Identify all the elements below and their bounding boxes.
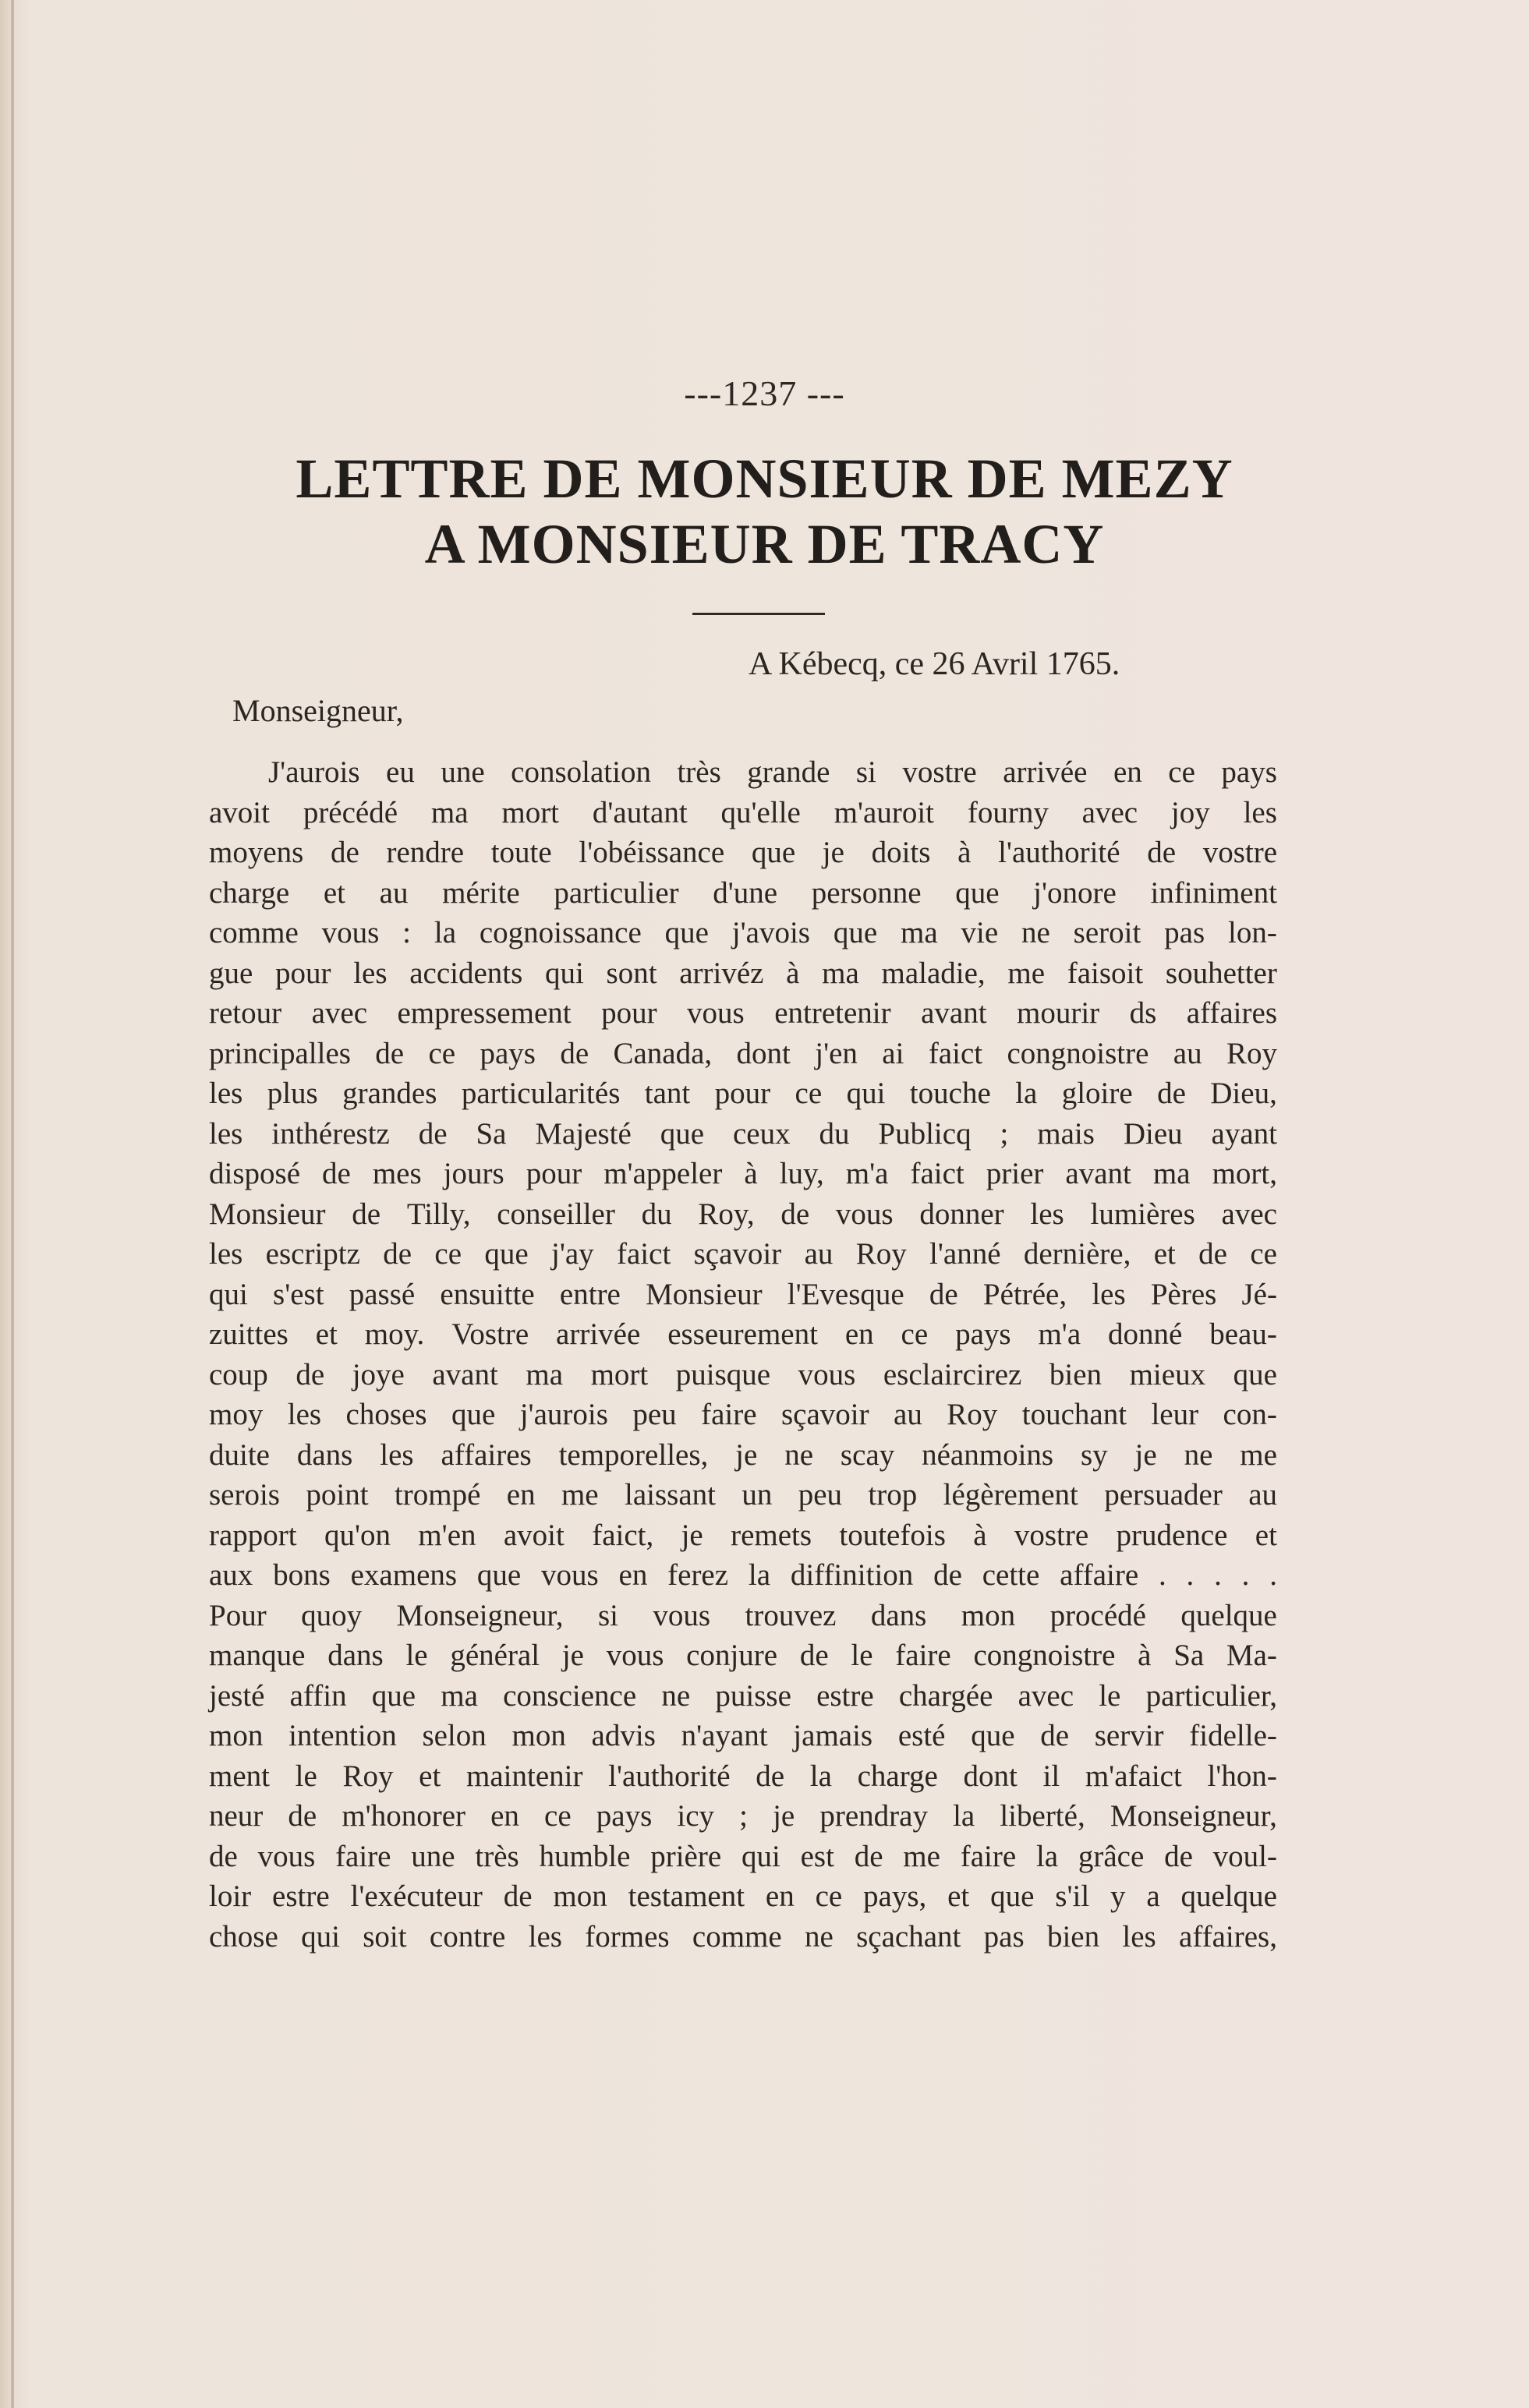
body-line: neur de m'honorer en ce pays icy ; je prendray la liberté, Monseigneur, xyxy=(209,1799,1277,1833)
body-line: manque dans le général je vous conjure de le faire congnoistre à Sa Ma- xyxy=(209,1639,1277,1672)
body-line: moy les choses que j'aurois peu faire sçavoir au Roy touchant leur con- xyxy=(209,1398,1277,1431)
body-line: principalles de ce pays de Canada, dont j'en ai faict congnoistre au Roy xyxy=(209,1036,1277,1070)
body-line: de vous faire une très humble prière qui est de me faire la grâce de voul- xyxy=(209,1839,1277,1873)
body-line: Pour quoy Monseigneur, si vous trouvez dans mon procédé quelque xyxy=(209,1598,1277,1632)
body-line: rapport qu'on m'en avoit faict, je remets toutefois à vostre prudence et xyxy=(209,1518,1277,1552)
body-line: Monsieur de Tilly, conseiller du Roy, de vous donner les lumières avec xyxy=(209,1197,1277,1231)
page-binding-edge xyxy=(11,0,14,2408)
letter-body xyxy=(209,752,1277,1957)
letter-title-line-1: LETTRE DE MONSIEUR DE MEZY xyxy=(296,447,1233,510)
letter-title xyxy=(0,446,1529,577)
body-line: mon intention selon mon advis n'ayant jamais esté que de servir fidelle- xyxy=(209,1719,1277,1752)
body-line: qui s'est passé ensuitte entre Monsieur l'Evesque de Pétrée, les Pères Jé- xyxy=(209,1277,1277,1311)
body-line: comme vous : la cognoissance que j'avois que ma vie ne seroit pas lon- xyxy=(209,916,1277,949)
body-line: loir estre l'exécuteur de mon testament en ce pays, et que s'il y a quelque xyxy=(209,1879,1277,1913)
body-line: moyens de rendre toute l'obéissance que je doits à l'authorité de vostre xyxy=(209,836,1277,869)
page-number: ---1237 --- xyxy=(684,373,845,413)
salutation: Monseigneur, xyxy=(232,693,404,728)
body-line: aux bons examens que vous en ferez la diffinition de cette affaire . . . . . xyxy=(209,1558,1277,1592)
body-line: les escriptz de ce que j'ay faict sçavoir au Roy l'anné dernière, et de ce xyxy=(209,1237,1277,1271)
body-line: chose qui soit contre les formes comme ne sçachant pas bien les affaires, xyxy=(209,1919,1277,1954)
letter-title-line-2: A MONSIEUR DE TRACY xyxy=(424,513,1105,575)
title-divider xyxy=(692,613,825,615)
body-line: coup de joye avant ma mort puisque vous esclaircirez bien mieux que xyxy=(209,1357,1277,1391)
body-line: avoit précédé ma mort d'autant qu'elle m'auroit fourny avec joy les xyxy=(209,795,1277,829)
body-line: retour avec empressement pour vous entretenir avant mourir ds affaires xyxy=(209,996,1277,1030)
body-line: les inthérestz de Sa Majesté que ceux du Publicq ; mais Dieu ayant xyxy=(209,1116,1277,1151)
body-line: charge et au mérite particulier d'une personne que j'onore infiniment xyxy=(209,875,1277,910)
body-line: duite dans les affaires temporelles, je ne scay néanmoins sy je ne me xyxy=(209,1437,1277,1472)
body-line: les plus grandes particularités tant pour ce qui touche la gloire de Dieu, xyxy=(209,1077,1277,1110)
dateline: A Kébecq, ce 26 Avril 1765. xyxy=(749,646,1120,682)
body-line: ment le Roy et maintenir l'authorité de la charge dont il m'afaict l'hon- xyxy=(209,1759,1277,1793)
body-line: jesté affin que ma conscience ne puisse estre chargée avec le particulier, xyxy=(209,1678,1277,1713)
body-line: J'aurois eu une consolation très grande si vostre arrivée en ce pays xyxy=(268,755,1277,789)
body-line: disposé de mes jours pour m'appeler à luy, m'a faict prier avant ma mort, xyxy=(209,1157,1277,1190)
body-line: serois point trompé en me laissant un peu trop légèrement persuader au xyxy=(209,1478,1277,1512)
body-line: zuittes et moy. Vostre arrivée esseurement en ce pays m'a donné beau- xyxy=(209,1317,1277,1351)
body-line: gue pour les accidents qui sont arrivéz à ma maladie, me faisoit souhetter xyxy=(209,956,1277,990)
